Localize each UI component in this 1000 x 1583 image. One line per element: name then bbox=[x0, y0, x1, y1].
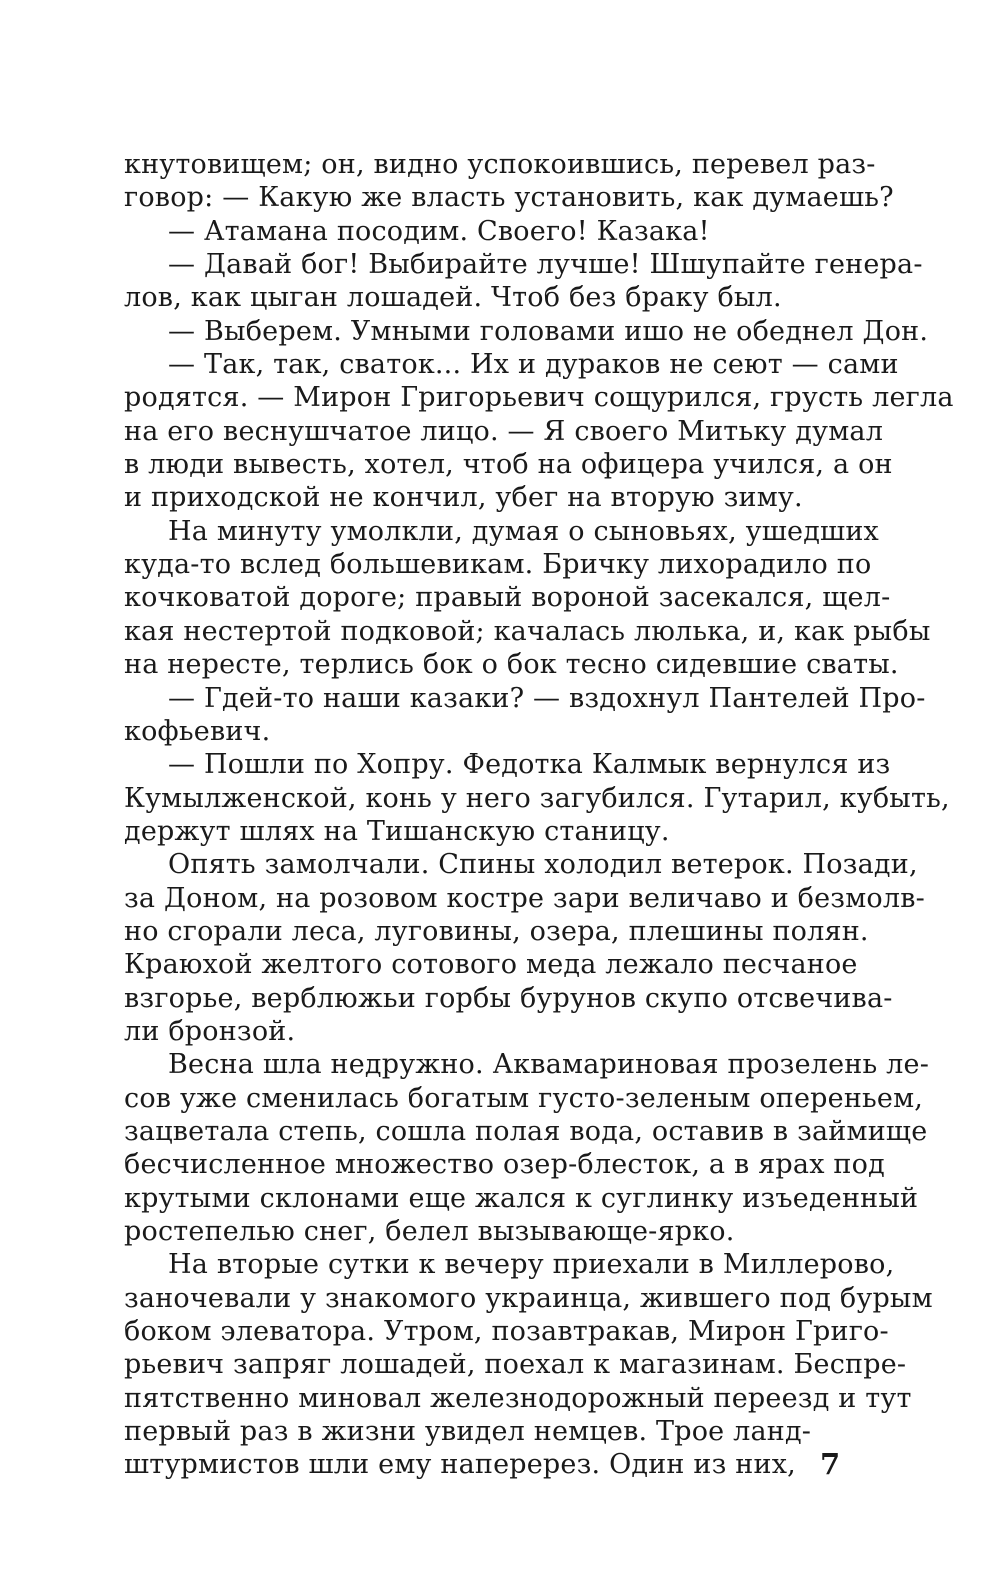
text-line: боком элеватора. Утром, позавтракав, Мирон Григо- bbox=[124, 1316, 889, 1348]
text-line: заночевали у знакомого украинца, жившего под бурым bbox=[124, 1282, 933, 1314]
text-line: ростепелью снег, белел вызывающе-ярко. bbox=[124, 1216, 735, 1247]
text-line: крутыми склонами еще жался к суглинку изъеденный bbox=[124, 1182, 919, 1214]
text-line: первый раз в жизни увидел немцев. Трое ланд- bbox=[124, 1416, 812, 1448]
text-line: в люди вывесть, хотел, чтоб на офицера учился, а он bbox=[124, 449, 893, 481]
text-line: штурмистов шли ему наперерез. Один из них, bbox=[124, 1449, 796, 1481]
text-line: сов уже сменилась богатым густо-зеленым опереньем, bbox=[124, 1082, 924, 1114]
text-line: говор: — Какую же власть установить, как думаешь? bbox=[124, 182, 894, 214]
text-line: Опять замолчали. Спины холодил ветерок. Позади, bbox=[168, 849, 918, 881]
text-line: На вторые сутки к вечеру приехали в Миллерово, bbox=[168, 1249, 895, 1281]
final-line-row bbox=[124, 1447, 841, 1482]
text-line: ли бронзой. bbox=[124, 1015, 296, 1047]
text-line: за Доном, на розовом костре зари величаво и безмолв- bbox=[124, 882, 925, 914]
text-line: кая нестертой подковой; качалась люлька, и, как рыбы bbox=[124, 615, 931, 647]
text-line: — Выберем. Умными головами ишо не обеднел Дон. bbox=[168, 315, 929, 347]
text-line: кофьевич. bbox=[124, 715, 271, 747]
text-line: родятся. — Мирон Григорьевич сощурился, грусть легла bbox=[124, 382, 954, 414]
text-line: На минуту умолкли, думая о сыновьях, ушедших bbox=[168, 515, 879, 547]
text-line: — Так, так, сваток... Их и дураков не сеют — сами bbox=[168, 349, 899, 381]
text-line: — Гдей-то наши казаки? — вздохнул Пантелей Про- bbox=[168, 682, 926, 714]
text-line: пятственно миновал железнодорожный переезд и тут bbox=[124, 1382, 912, 1414]
text-line: куда-то вслед большевикам. Бричку лихорадило по bbox=[124, 549, 872, 581]
text-line: кочковатой дороге; правый вороной засекался, щел- bbox=[124, 582, 891, 614]
text-line: на нересте, терлись бок о бок тесно сидевшие сваты. bbox=[124, 649, 899, 681]
text-line: рьевич запряг лошадей, поехал к магазинам. Беспре- bbox=[124, 1349, 907, 1381]
text-line: — Атамана посодим. Своего! Казака! bbox=[168, 215, 710, 247]
text-line: Краюхой желтого сотового меда лежало песчаное bbox=[124, 949, 858, 981]
text-line: — Пошли по Хопру. Федотка Калмык вернулся из bbox=[168, 749, 891, 781]
text-line: лов, как цыган лошадей. Чтоб без браку был. bbox=[124, 282, 782, 314]
text-line: взгорье, верблюжьи горбы бурунов скупо отсвечива- bbox=[124, 982, 893, 1014]
text-line: — Давай бог! Выбирайте лучше! Шшупайте генера- bbox=[168, 249, 923, 281]
text-line: на его веснушчатое лицо. — Я своего Митьку думал bbox=[124, 415, 884, 447]
text-line: и приходской не кончил, убег на вторую зиму. bbox=[124, 482, 803, 514]
text-line: бесчисленное множество озер-блесток, а в ярах под bbox=[124, 1149, 885, 1181]
text-line: держут шлях на Тишанскую станицу. bbox=[124, 815, 670, 847]
book-page-text bbox=[124, 148, 954, 1482]
text-line: но сгорали леса, луговины, озера, плешины полян. bbox=[124, 915, 869, 947]
text-line: кнутовищем; он, видно успокоившись, перевел раз- bbox=[124, 149, 876, 180]
text-line: зацветала степь, сошла полая вода, оставив в займище bbox=[124, 1115, 928, 1147]
page-number: 7 bbox=[820, 1447, 841, 1482]
text-line: Кумылженской, конь у него загубился. Гутарил, кубыть, bbox=[124, 782, 950, 814]
text-line: Весна шла недружно. Аквамариновая прозелень ле- bbox=[168, 1049, 930, 1081]
